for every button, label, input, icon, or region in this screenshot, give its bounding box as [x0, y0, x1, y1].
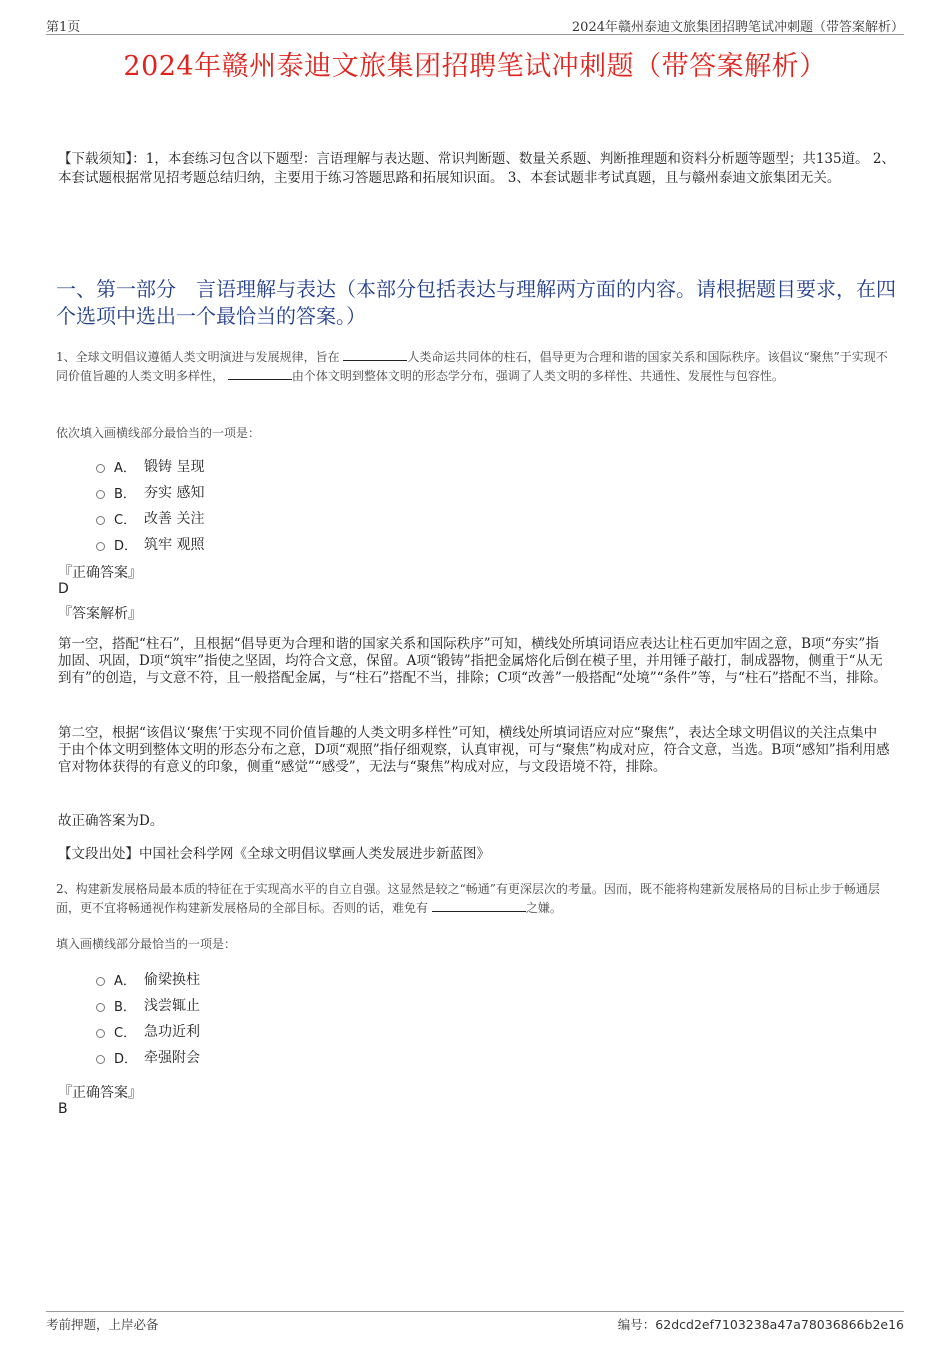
radio-icon[interactable] — [96, 1003, 105, 1012]
header-doc-title: 2024年赣州泰迪文旅集团招聘笔试冲刺题（带答案解析） — [571, 20, 904, 35]
option-a[interactable]: A． 锻铸 呈现 — [96, 453, 204, 479]
section-heading: 一、第一部分 言语理解与表达（本部分包括表达与理解两方面的内容。请根据题目要求，在四个选项中选出一个最恰当的答案。） — [56, 277, 896, 328]
fill-blank — [228, 367, 292, 380]
footer-code: 编号：62dcd2ef7103238a47a78036866b2e16 — [617, 1317, 904, 1332]
fill-blank — [343, 348, 407, 361]
page-number: 第1页 — [46, 20, 81, 35]
download-notice: 【下载须知】：1，本套练习包含以下题型：言语理解与表达题、常识判断题、数量关系题、判断推理题和资料分析题等题型；共135道。 2、本套试题根据常见招考题总结归纳，主要用于练习答题思路和拓展知识面。 3、本套试题非考试真题，且与赣州泰迪文旅集团无关。 — [58, 151, 895, 186]
option-b[interactable]: B． 夯实 感知 — [96, 479, 204, 505]
option-c[interactable]: C． 改善 关注 — [96, 505, 204, 531]
page-header — [46, 16, 904, 35]
radio-icon[interactable] — [96, 516, 105, 525]
option-a[interactable]: A． 偷梁换柱 — [96, 966, 200, 992]
analysis-paragraph-1: 第一空，搭配“柱石”，且根据“倡导更为合理和谐的国家关系和国际秩序”可知，横线处所填词语应表达让柱石更加牢固之意，B项“夯实”指加固、巩固，D项“筑牢”指使之坚固，均符合文意，保留。A项“锻铸”指把金属熔化后倒在模子里，并用锤子敲打，制成器物，侧重于“从无到有”的创造，与文意不符，且一般搭配金属，与“柱石”搭配不当，排除；C项“改善”一般搭配“处境”“条件”等，与“柱石”搭配不当，排除。 — [58, 636, 887, 686]
option-c[interactable]: C． 急功近利 — [96, 1018, 200, 1044]
page-footer — [46, 1311, 904, 1332]
correct-answer: D — [58, 581, 69, 597]
answer-label: 『正确答案』 — [58, 565, 142, 581]
radio-icon[interactable] — [96, 490, 105, 499]
source-citation: 【文段出处】中国社会科学网《全球文明倡议擘画人类发展进步新蓝图》 — [58, 846, 490, 862]
question-1-prompt: 依次填入画横线部分最恰当的一项是： — [56, 426, 261, 440]
question-2-options — [96, 966, 200, 1070]
radio-icon[interactable] — [96, 1055, 105, 1064]
analysis-paragraph-2: 第二空，根据“该倡议‘聚焦’于实现不同价值旨趣的人类文明多样性”可知，横线处所填词语应对应“聚焦”，表达全球文明倡议的关注点集中于由个体文明到整体文明的形态分布之意，D项“观照”指仔细观察，认真审视，可与“聚焦”构成对应，符合文意，当选。B项“感知”指利用感官对物体获得的有意义的印象，侧重“感觉”“感受”，无法与“聚焦”构成对应，与文段语境不符，排除。 — [58, 725, 890, 775]
question-1-text: 1、全球文明倡议遵循人类文明演进与发展规律，旨在 人类命运共同体的柱石，倡导更为合理和谐的国家关系和国际秩序。该倡议“聚焦”于实现不同价值旨趣的人类文明多样性， 由个体文明到整体文明的形态学分布，强调了人类文明的多样性、共通性、发展性与包容性。 — [56, 350, 888, 383]
conclusion: 故正确答案为D。 — [58, 813, 164, 829]
radio-icon[interactable] — [96, 464, 105, 473]
question-2-text: 2、构建新发展格局最本质的特征在于实现高水平的自立自强。这显然是较之“畅通”有更深层次的考量。因而，既不能将构建新发展格局的目标止步于畅通层面，更不宜将畅通视作构建新发展格局的全部目标。否则的话，难免有 之嫌。 — [56, 882, 880, 915]
fill-blank — [432, 899, 526, 912]
radio-icon[interactable] — [96, 542, 105, 551]
radio-icon[interactable] — [96, 977, 105, 986]
question-2-prompt: 填入画横线部分最恰当的一项是： — [56, 937, 237, 951]
option-d[interactable]: D． 牵强附会 — [96, 1044, 200, 1070]
answer-label: 『正确答案』 — [58, 1085, 142, 1101]
analysis-label: 『答案解析』 — [58, 606, 142, 622]
document-title: 2024年赣州泰迪文旅集团招聘笔试冲刺题（带答案解析） — [123, 51, 827, 82]
question-1-options — [96, 453, 204, 557]
option-d[interactable]: D． 筑牢 观照 — [96, 531, 204, 557]
option-b[interactable]: B． 浅尝辄止 — [96, 992, 200, 1018]
footer-slogan: 考前押题，上岸必备 — [46, 1317, 159, 1332]
radio-icon[interactable] — [96, 1029, 105, 1038]
correct-answer: B — [58, 1101, 68, 1117]
